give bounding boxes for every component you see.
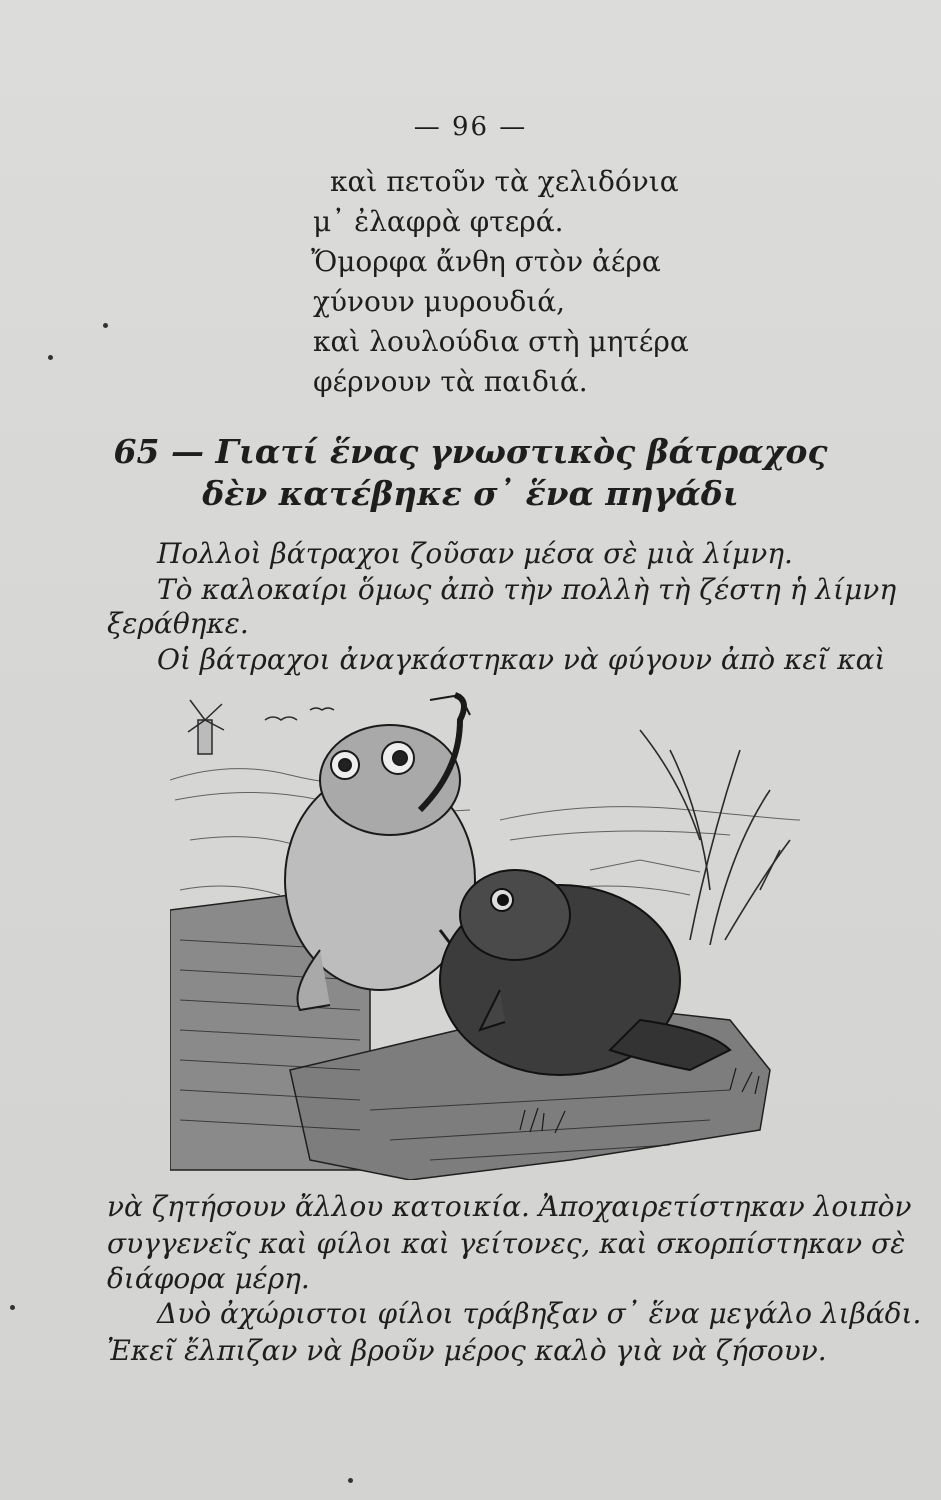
poem-line: Ὄμορφα ἄνθη στὸν ἀέρα (311, 245, 661, 278)
poem-line: φέρνουν τὰ παιδιά. (313, 365, 588, 398)
ink-speck (10, 1305, 15, 1310)
story-subtitle: δὲν κατέβηκε σ᾿ ἕνα πηγάδι (202, 474, 739, 513)
story-title: 65 — Γιατί ἕνας γνωστικὸς βάτραχος (113, 432, 828, 471)
page-number: — 96 — (413, 112, 528, 142)
paragraph-line: Πολλοὶ βάτραχοι ζοῦσαν μέσα σὲ μιὰ λίμνη. (157, 537, 793, 570)
ink-speck (48, 355, 53, 360)
paragraph-line: Δυὸ ἀχώριστοι φίλοι τράβηξαν σ᾿ ἕνα μεγάλο λιβάδι. (157, 1297, 922, 1330)
windmill-icon (188, 700, 224, 754)
paragraph-line: συγγενεῖς καὶ φίλοι καὶ γείτονες, καὶ σκορπίστηκαν σὲ (107, 1227, 906, 1260)
paragraph-line: Τὸ καλοκαίρι ὅμως ἀπὸ τὴν πολλὴ τὴ ζέστη ἡ λίμνη (157, 573, 897, 606)
paragraph-line: ξεράθηκε. (107, 607, 249, 640)
two-frogs-illustration (170, 690, 800, 1180)
poem-line: καὶ πετοῦν τὰ χελιδόνια (330, 165, 679, 198)
paragraph-line: διάφορα μέρη. (107, 1262, 310, 1295)
ink-speck (103, 323, 108, 328)
ink-speck (348, 1478, 353, 1483)
paragraph-line: Οἱ βάτραχοι ἀναγκάστηκαν νὰ φύγουν ἀπὸ κεῖ καὶ (157, 643, 886, 676)
poem-line: μ᾿ ἐλαφρὰ φτερά. (313, 205, 564, 238)
paragraph-line: Ἐκεῖ ἔλπιζαν νὰ βροῦν μέρος καλὸ γιὰ νὰ ζήσουν. (107, 1334, 827, 1367)
poem-line: χύνουν μυρουδιά, (313, 285, 566, 318)
paragraph-line: νὰ ζητήσουν ἄλλου κατοικία. Ἀποχαιρετίστηκαν λοιπὸν (107, 1190, 912, 1223)
poem-line: καὶ λουλούδια στὴ μητέρα (313, 325, 689, 358)
